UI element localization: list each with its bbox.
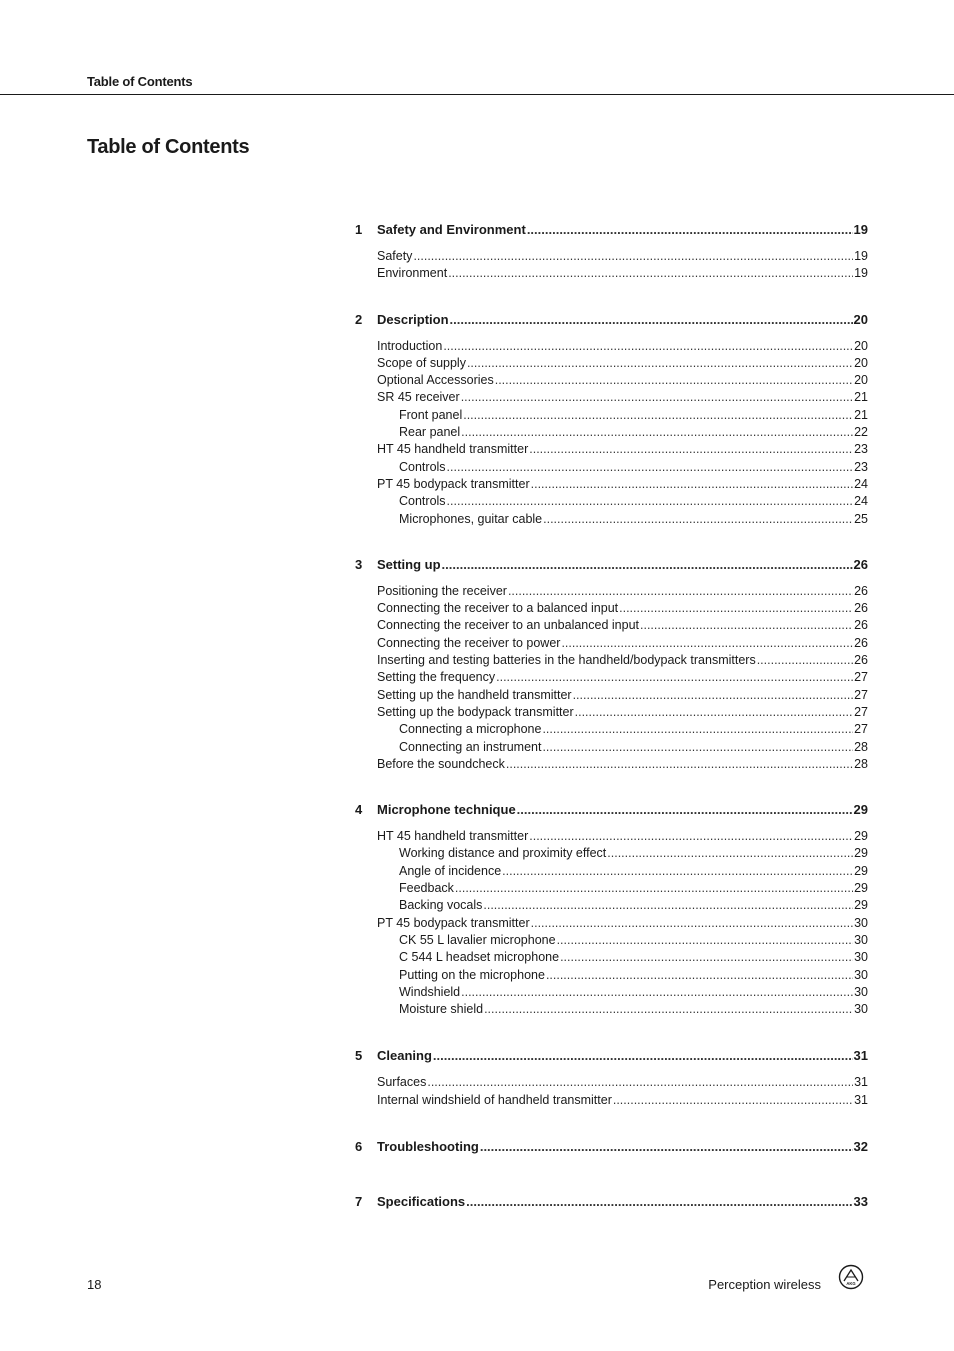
page-title: Table of Contents (87, 136, 250, 158)
dot-leader (546, 967, 853, 984)
toc-entry-page: 29 (854, 863, 868, 878)
toc-entry-title: Working distance and proximity effect (399, 846, 607, 861)
toc-chapter (355, 801, 868, 1018)
dot-leader (484, 1001, 853, 1018)
toc-entry-page: 25 (854, 511, 868, 526)
toc-entry-title: Optional Accessories (377, 373, 494, 388)
dot-leader (502, 863, 853, 880)
dot-leader (529, 441, 853, 458)
toc-chapter-title: Setting up (377, 556, 441, 572)
toc-chapter (355, 556, 868, 773)
toc-entry-title: HT 45 handheld transmitter (377, 829, 529, 844)
akg-logo-icon (838, 1264, 864, 1290)
toc-entry[interactable] (355, 389, 868, 406)
toc-entry[interactable] (355, 355, 868, 372)
toc-entry[interactable] (355, 687, 868, 704)
toc-entry[interactable] (355, 1092, 868, 1109)
dot-leader (455, 880, 853, 897)
toc-chapter-title: Specifications (377, 1193, 466, 1209)
toc-entry[interactable] (355, 511, 868, 528)
toc-chapter-page: 19 (853, 222, 868, 237)
toc-entry[interactable] (355, 617, 868, 634)
toc-entry-title: PT 45 bodypack transmitter (377, 915, 530, 930)
dot-leader (607, 845, 853, 862)
dot-leader (483, 897, 853, 914)
toc-entry-title: Angle of incidence (399, 863, 502, 878)
dot-leader (531, 915, 853, 932)
toc-entry-title: Controls (399, 459, 446, 474)
dot-leader (427, 1074, 853, 1091)
toc-chapter-number: 7 (355, 1193, 363, 1209)
dot-leader (461, 389, 853, 406)
footer-product-name: Perception wireless (708, 1277, 821, 1292)
dot-leader (508, 583, 853, 600)
toc-chapter-title: Troubleshooting (377, 1138, 479, 1154)
toc-chapter (355, 1193, 868, 1210)
dot-leader (442, 556, 853, 573)
toc-entry[interactable] (355, 476, 868, 493)
dot-leader (542, 721, 853, 738)
dot-leader (450, 311, 853, 328)
toc-entry-page: 29 (854, 829, 868, 844)
dot-leader (527, 221, 853, 238)
toc-chapter-page: 32 (853, 1138, 868, 1154)
toc-chapter-heading[interactable] (355, 1047, 868, 1064)
toc-entry-list (355, 248, 868, 283)
toc-entry-title: Surfaces (377, 1075, 427, 1090)
toc-entry-page: 19 (854, 266, 868, 281)
toc-entry-title: Rear panel (399, 425, 461, 440)
toc-entry[interactable] (355, 372, 868, 389)
toc-entry-title: Windshield (399, 984, 461, 999)
dot-leader (640, 617, 853, 634)
dot-leader (506, 756, 853, 773)
header-rule (0, 94, 954, 95)
toc-entry[interactable] (355, 424, 868, 441)
toc-entry-list (355, 583, 868, 773)
toc-entry[interactable] (355, 863, 868, 880)
toc-entry-page: 29 (854, 846, 868, 861)
toc-entry-title: Feedback (399, 881, 454, 896)
toc-entry-page: 21 (854, 407, 868, 422)
toc-entry-title: Before the soundcheck (377, 756, 505, 771)
toc-entry-page: 22 (854, 425, 868, 440)
toc-entry-list (355, 338, 868, 528)
toc-entry-page: 23 (854, 442, 868, 457)
toc-chapter-heading[interactable] (355, 1193, 868, 1210)
running-header: Table of Contents (87, 74, 193, 89)
toc-entry-page: 26 (854, 583, 868, 598)
toc-entry-page: 29 (854, 881, 868, 896)
toc-chapter (355, 1047, 868, 1109)
table-of-contents (355, 221, 868, 1210)
toc-entry-title: Backing vocals (399, 898, 483, 913)
toc-chapter-title: Description (377, 311, 449, 327)
toc-chapter-number: 4 (355, 802, 363, 818)
toc-entry-title: Safety (377, 249, 413, 263)
toc-entry[interactable] (355, 756, 868, 773)
toc-entry-title: Scope of supply (377, 355, 466, 370)
dot-leader (496, 669, 853, 686)
toc-entry[interactable] (355, 915, 868, 932)
toc-chapter-page: 31 (853, 1048, 868, 1064)
dot-leader (443, 338, 853, 355)
dot-leader (573, 687, 854, 704)
toc-chapter-page: 20 (853, 311, 868, 327)
toc-entry[interactable] (355, 493, 868, 510)
toc-chapter (355, 311, 868, 528)
toc-chapter-title: Safety and Environment (377, 222, 526, 237)
footer-page-number: 18 (87, 1277, 102, 1292)
toc-chapter-number: 5 (355, 1048, 363, 1064)
svg-text:AKG: AKG (846, 1281, 856, 1286)
toc-entry[interactable] (355, 338, 868, 355)
toc-chapter-heading[interactable] (355, 801, 868, 818)
toc-entry-title: Internal windshield of handheld transmitter (377, 1092, 612, 1107)
dot-leader (542, 739, 853, 756)
toc-entry[interactable] (355, 441, 868, 458)
toc-entry-page: 30 (854, 967, 868, 982)
toc-entry-page: 30 (854, 1002, 868, 1017)
toc-entry[interactable] (355, 704, 868, 721)
dot-leader (413, 248, 853, 265)
toc-entry-title: Putting on the microphone (399, 967, 545, 982)
toc-entry[interactable] (355, 897, 868, 914)
toc-entry-page: 31 (854, 1075, 868, 1090)
dot-leader (463, 407, 853, 424)
toc-entry-page: 20 (854, 338, 868, 353)
dot-leader (461, 424, 853, 441)
toc-entry-title: Environment (377, 266, 448, 281)
toc-entry-title: PT 45 bodypack transmitter (377, 476, 530, 491)
toc-entry[interactable] (355, 407, 868, 424)
toc-chapter-number: 2 (355, 311, 363, 327)
toc-entry-title: Connecting the receiver to a balanced input (377, 601, 619, 616)
toc-entry[interactable] (355, 967, 868, 984)
toc-entry-page: 30 (854, 984, 868, 999)
toc-entry-page: 27 (854, 704, 868, 719)
toc-entry-title: Connecting the receiver to power (377, 635, 561, 650)
toc-entry[interactable] (355, 635, 868, 652)
toc-chapter-heading[interactable] (355, 1138, 868, 1155)
toc-chapter-page: 29 (853, 802, 868, 818)
dot-leader (448, 265, 853, 282)
toc-chapter-number: 6 (355, 1138, 363, 1154)
toc-entry-title: Connecting an instrument (399, 739, 542, 754)
toc-entry-page: 26 (854, 653, 868, 668)
toc-entry-page: 28 (854, 739, 868, 754)
toc-entry-title: C 544 L headset microphone (399, 950, 560, 965)
dot-leader (613, 1092, 853, 1109)
toc-entry-page: 26 (854, 601, 868, 616)
dot-leader (531, 476, 853, 493)
dot-leader (466, 1193, 852, 1210)
toc-entry-list (355, 828, 868, 1018)
toc-entry-page: 21 (854, 390, 868, 405)
toc-entry-title: Introduction (377, 338, 443, 353)
toc-entry-title: Setting up the handheld transmitter (377, 687, 572, 702)
toc-chapter-heading[interactable] (355, 311, 868, 328)
dot-leader (480, 1138, 853, 1155)
dot-leader (447, 493, 854, 510)
toc-entry-list (355, 1074, 868, 1109)
toc-entry-title: Connecting the receiver to an unbalanced input (377, 618, 639, 633)
toc-entry-title: Setting up the bodypack transmitter (377, 704, 574, 719)
toc-chapter-page: 26 (853, 556, 868, 572)
toc-entry-page: 28 (854, 756, 868, 771)
dot-leader (467, 355, 853, 372)
toc-entry-page: 20 (854, 355, 868, 370)
toc-entry[interactable] (355, 583, 868, 600)
toc-entry-page: 29 (854, 898, 868, 913)
toc-entry-page: 26 (854, 618, 868, 633)
dot-leader (529, 828, 853, 845)
toc-entry-page: 27 (854, 722, 868, 737)
toc-entry-page: 24 (854, 494, 868, 509)
toc-entry[interactable] (355, 739, 868, 756)
toc-entry-title: Setting the frequency (377, 670, 496, 685)
toc-chapter-page: 33 (853, 1193, 868, 1209)
toc-entry-page: 30 (854, 950, 868, 965)
toc-entry[interactable] (355, 845, 868, 862)
toc-entry[interactable] (355, 459, 868, 476)
toc-entry[interactable] (355, 669, 868, 686)
toc-entry[interactable] (355, 949, 868, 966)
dot-leader (757, 652, 853, 669)
toc-chapter-heading[interactable] (355, 221, 868, 238)
dot-leader (561, 635, 853, 652)
dot-leader (575, 704, 853, 721)
toc-entry-page: 27 (854, 687, 868, 702)
toc-entry-page: 31 (854, 1092, 868, 1107)
toc-entry[interactable] (355, 652, 868, 669)
dot-leader (461, 984, 853, 1001)
dot-leader (447, 459, 854, 476)
toc-chapter-title: Microphone technique (377, 802, 516, 818)
dot-leader (517, 801, 853, 818)
dot-leader (619, 600, 853, 617)
dot-leader (543, 511, 853, 528)
toc-chapter (355, 221, 868, 283)
toc-entry-page: 30 (854, 915, 868, 930)
toc-entry-page: 27 (854, 670, 868, 685)
toc-entry[interactable] (355, 984, 868, 1001)
toc-entry[interactable] (355, 265, 868, 282)
toc-entry[interactable] (355, 600, 868, 617)
toc-entry-title: Controls (399, 494, 446, 509)
toc-entry-title: Microphones, guitar cable (399, 511, 543, 526)
toc-entry-title: Moisture shield (399, 1002, 484, 1017)
toc-entry-title: Connecting a microphone (399, 722, 542, 737)
toc-entry-title: CK 55 L lavalier microphone (399, 932, 556, 947)
toc-chapter-number: 3 (355, 556, 363, 572)
toc-entry-page: 19 (854, 249, 868, 263)
dot-leader (557, 932, 854, 949)
dot-leader (560, 949, 853, 966)
toc-entry-page: 26 (854, 635, 868, 650)
toc-chapter-number: 1 (355, 222, 363, 237)
toc-entry-title: SR 45 receiver (377, 390, 460, 405)
toc-entry[interactable] (355, 880, 868, 897)
toc-entry-page: 30 (854, 932, 868, 947)
toc-entry-page: 23 (854, 459, 868, 474)
dot-leader (433, 1047, 853, 1064)
toc-chapter-heading[interactable] (355, 556, 868, 573)
toc-chapter (355, 1138, 868, 1155)
toc-entry-title: HT 45 handheld transmitter (377, 442, 529, 457)
toc-entry[interactable] (355, 1001, 868, 1018)
toc-entry-title: Inserting and testing batteries in the handheld/bodypack transmitters (377, 653, 756, 668)
toc-entry[interactable] (355, 721, 868, 738)
toc-entry[interactable] (355, 1074, 868, 1091)
toc-entry[interactable] (355, 248, 868, 265)
toc-entry-page: 20 (854, 373, 868, 388)
dot-leader (495, 372, 853, 389)
toc-entry[interactable] (355, 932, 868, 949)
toc-entry-title: Positioning the receiver (377, 583, 507, 598)
toc-chapter-title: Cleaning (377, 1048, 432, 1064)
toc-entry-page: 24 (854, 476, 868, 491)
toc-entry[interactable] (355, 828, 868, 845)
toc-entry-title: Front panel (399, 407, 463, 422)
